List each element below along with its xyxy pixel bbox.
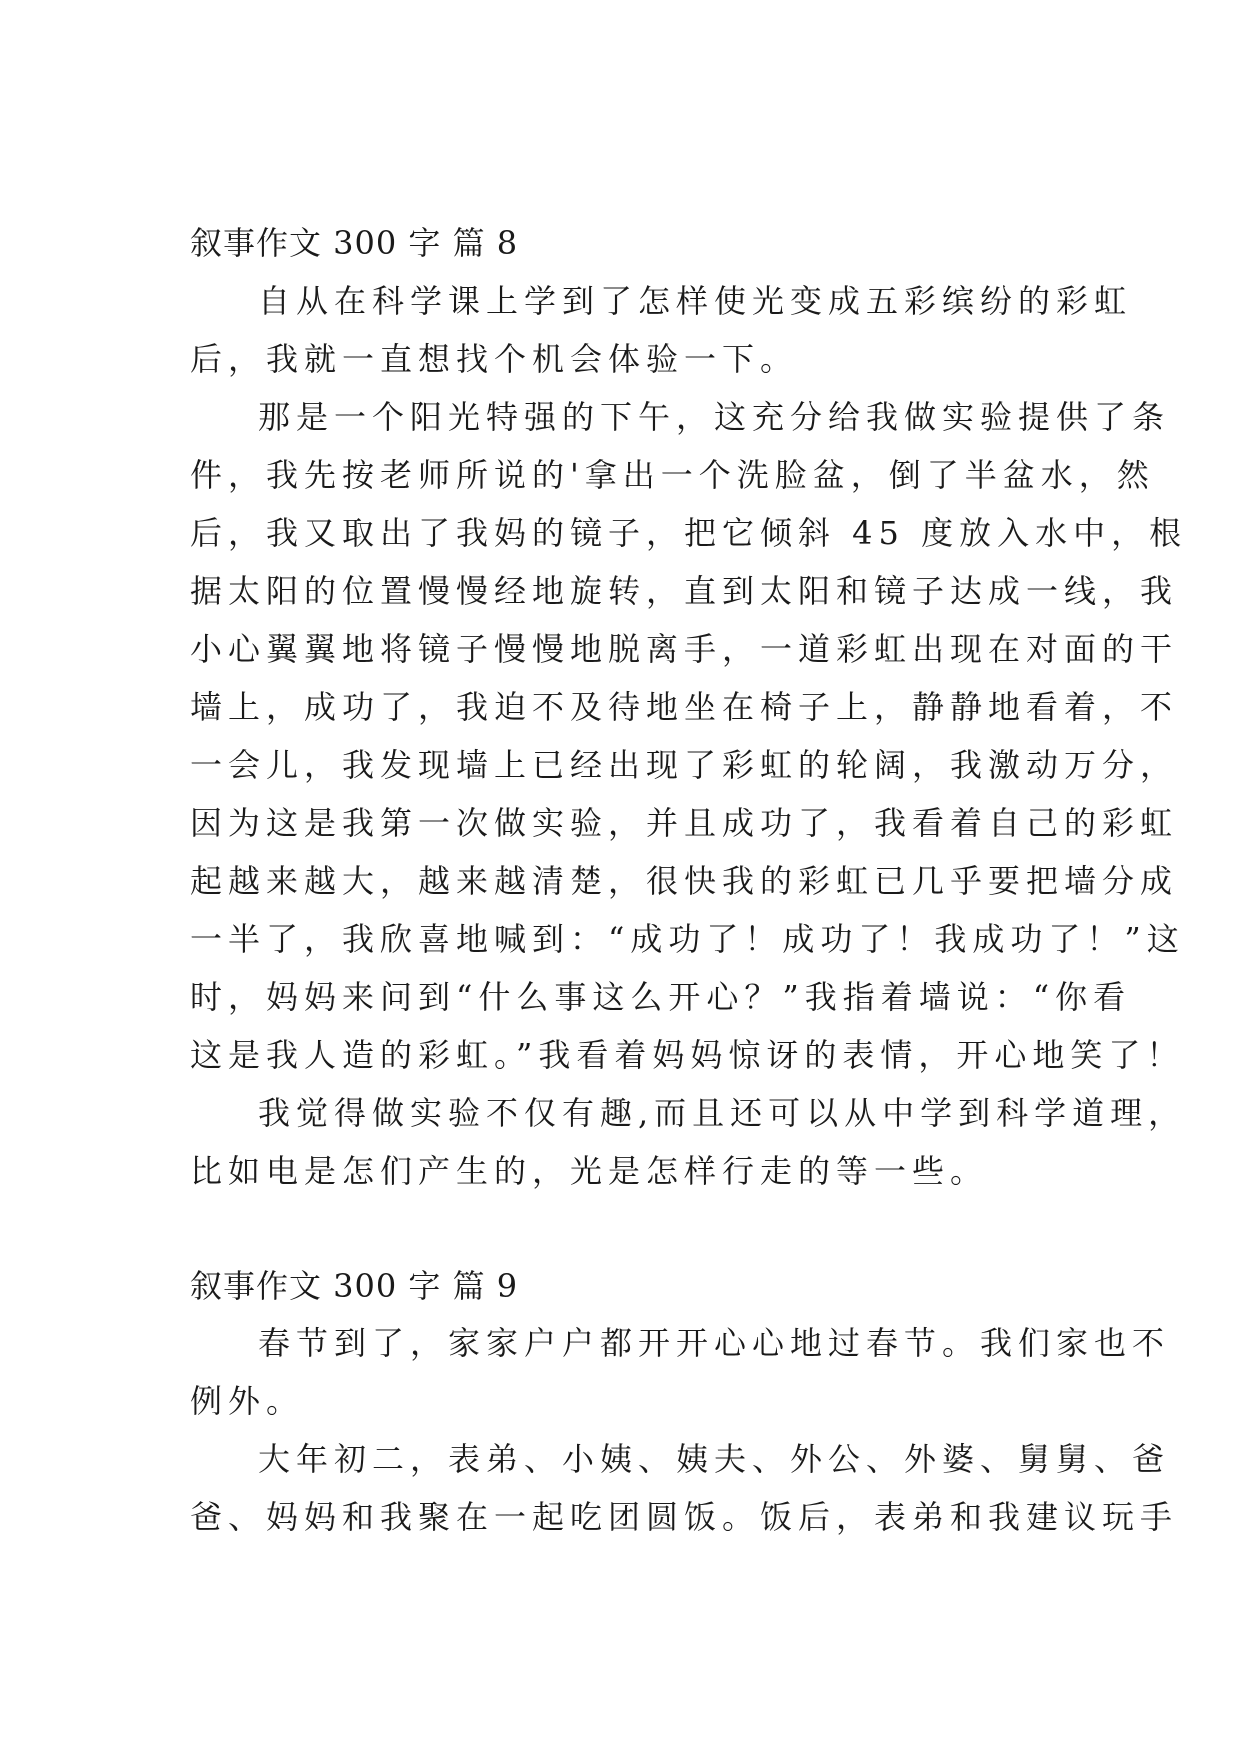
paragraph-line: 我觉得做实验不仅有趣,而且还可以从中学到科学道理， xyxy=(258,1094,1187,1132)
paragraph-line: 这是我人造的彩虹。”我看着妈妈惊讶的表情，开心地笑了！ xyxy=(190,1036,1185,1074)
paragraph-line: 一会儿，我发现墙上已经出现了彩虹的轮阔，我激动万分， xyxy=(190,746,1179,784)
paragraph-line: 大年初二，表弟、小姨、姨夫、外公、外婆、舅舅、爸 xyxy=(258,1440,1171,1478)
paragraph-line: 件，我先按老师所说的'拿出一个洗脸盆，倒了半盆水，然 xyxy=(190,456,1155,494)
paragraph-line: 据太阳的位置慢慢经地旋转，直到太阳和镜子达成一线，我 xyxy=(190,572,1179,610)
paragraph-line: 小心翼翼地将镜子慢慢地脱离手，一道彩虹出现在对面的干 xyxy=(190,630,1179,668)
paragraph-line: 后，我就一直想找个机会体验一下。 xyxy=(190,340,799,378)
paragraph-line: 自从在科学课上学到了怎样使光变成五彩缤纷的彩虹 xyxy=(258,282,1133,320)
paragraph-line: 起越来越大，越来越清楚，很快我的彩虹已几乎要把墙分成 xyxy=(190,862,1179,900)
paragraph-line: 例外。 xyxy=(190,1382,305,1420)
paragraph-line: 春节到了，家家户户都开开心心地过春节。我们家也不 xyxy=(258,1324,1171,1362)
section-heading: 叙事作文 300 字 篇 8 xyxy=(190,224,519,262)
paragraph-line: 那是一个阳光特强的下午，这充分给我做实验提供了条 xyxy=(258,398,1171,436)
paragraph-line: 一半了，我欣喜地喊到：“成功了！成功了！我成功了！”这 xyxy=(190,920,1185,958)
paragraph-line: 因为这是我第一次做实验，并且成功了，我看着自己的彩虹 xyxy=(190,804,1179,842)
paragraph-line: 比如电是怎们产生的，光是怎样行走的等一些。 xyxy=(190,1152,989,1190)
paragraph-line: 墙上，成功了，我迫不及待地坐在椅子上，静静地看着，不 xyxy=(190,688,1179,726)
paragraph-line: 时，妈妈来问到“什么事这么开心？”我指着墙说：“你看 xyxy=(190,978,1132,1016)
paragraph-line: 爸、妈妈和我聚在一起吃团圆饭。饭后，表弟和我建议玩手 xyxy=(190,1498,1179,1536)
paragraph-line: 后，我又取出了我妈的镜子，把它倾斜 45 度放入水中，根 xyxy=(190,514,1188,552)
section-heading: 叙事作文 300 字 篇 9 xyxy=(190,1267,519,1305)
